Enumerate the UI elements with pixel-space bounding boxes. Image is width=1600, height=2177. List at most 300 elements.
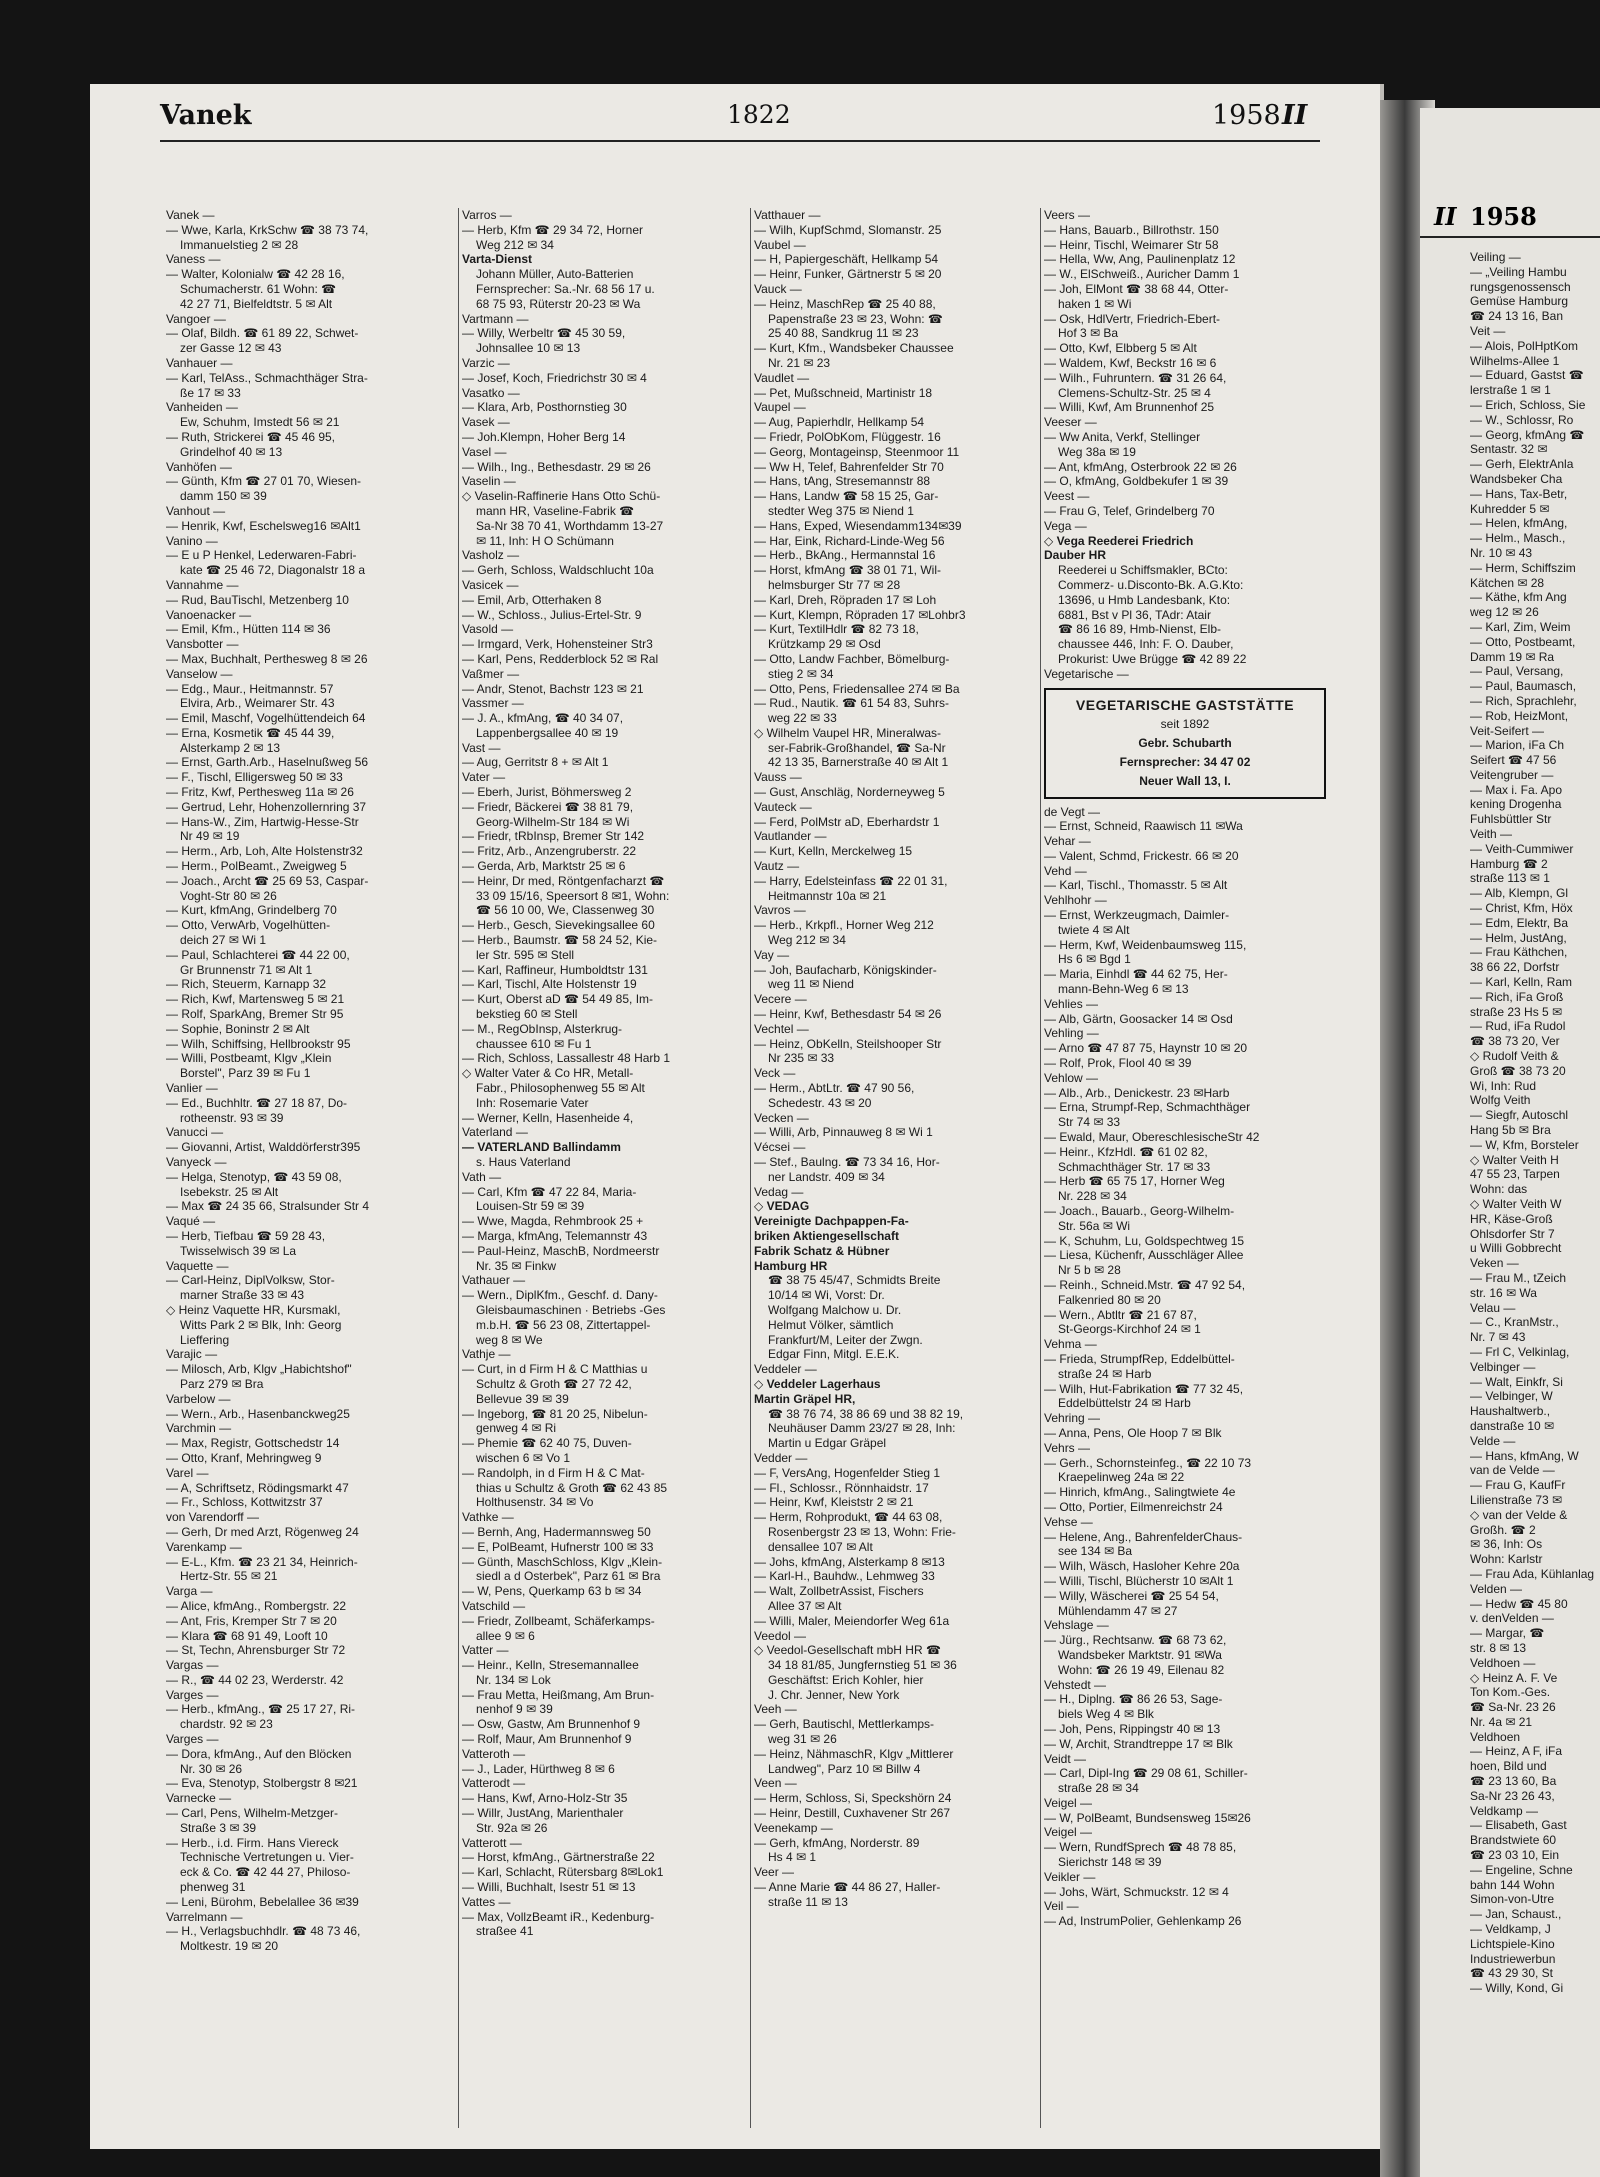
listing-entry-continued: 42 13 35, Barnerstraße 40 ✉ Alt 1 bbox=[768, 755, 949, 770]
listing-entry-continued: Allee 37 ✉ Alt bbox=[768, 1598, 842, 1613]
listing-entry: Kuhredder 5 ✉ bbox=[1470, 501, 1550, 516]
listing-entry: — Helene, Ang., BahrenfelderChaus- bbox=[1044, 1529, 1243, 1544]
listing-entry: Wohn: Karlstr bbox=[1470, 1552, 1543, 1567]
listing-entry: ☎ 38 73 20, Ver bbox=[1470, 1034, 1560, 1049]
listing-entry-continued: Nr. 134 ✉ Lok bbox=[476, 1672, 551, 1687]
listing-entry: — Hinrich, kfmAng., Salingtwiete 4e bbox=[1044, 1485, 1236, 1500]
listing-entry: — Helga, Stenotyp, ☎ 43 59 08, bbox=[166, 1169, 342, 1184]
listing-entry: — Giovanni, Artist, Walddörferstr395 bbox=[166, 1140, 361, 1155]
listing-entry: — Karl, Tischl., Thomasstr. 5 ✉ Alt bbox=[1044, 878, 1228, 893]
listing-entry: — Rud., Nautik. ☎ 61 54 83, Suhrs- bbox=[754, 696, 950, 711]
listing-entry-continued: weg 8 ✉ We bbox=[476, 1332, 543, 1347]
listing-entry: — Otto, Landw Fachber, Bömelburg- bbox=[754, 651, 950, 666]
listing-entry-continued: 68 75 93, Rüterstr 20-23 ✉ Wa bbox=[476, 296, 641, 311]
surname-heading: Vehrs — bbox=[1044, 1440, 1091, 1455]
surname-heading: Varrelmann — bbox=[166, 1909, 243, 1924]
listing-entry: — Gerh., Schornsteinfeg., ☎ 22 10 73 bbox=[1044, 1455, 1252, 1470]
listing-entry: u Willi Gobbrecht bbox=[1470, 1241, 1562, 1256]
listing-entry-bold: Fabrik Schatz & Hübner bbox=[754, 1243, 890, 1258]
listing-entry-continued: stedter Weg 375 ✉ Niend 1 bbox=[768, 503, 914, 518]
surname-heading: Vanhöfen — bbox=[166, 459, 232, 474]
listing-entry: Wohn: das bbox=[1470, 1182, 1528, 1197]
listing-entry: — Wilh, Wäsch, Hasloher Kehre 20a bbox=[1044, 1559, 1240, 1574]
listing-entry: — Frieda, StrumpfRep, Eddelbüttel- bbox=[1044, 1351, 1235, 1366]
listing-entry: Veldhoen bbox=[1470, 1729, 1521, 1744]
listing-entry-continued: straßee 41 bbox=[476, 1924, 534, 1939]
listing-entry: — Wwe, Magda, Rehmbrook 25 + bbox=[462, 1214, 644, 1229]
listing-entry: — Georg, kfmAng ☎ bbox=[1470, 427, 1585, 442]
listing-entry: lerstraße 1 ✉ 1 bbox=[1470, 383, 1551, 398]
listing-entry: Veldhoen — bbox=[1470, 1655, 1536, 1670]
listing-entry-continued: see 134 ✉ Ba bbox=[1058, 1544, 1133, 1559]
listing-entry: — Ferd, PolMstr aD, Eberhardstr 1 bbox=[754, 814, 940, 829]
listing-entry: — Henrik, Kwf, Eschelsweg16 ✉Alt1 bbox=[166, 518, 361, 533]
surname-heading: Veil — bbox=[1044, 1899, 1079, 1914]
listing-entry-continued: Weg 212 ✉ 34 bbox=[768, 933, 846, 948]
listing-entry: — Willi, Postbeamt, Klgv „Klein bbox=[166, 1051, 332, 1066]
listing-entry: — Willr, JustAng, Marienthaler bbox=[462, 1806, 624, 1821]
surname-heading: Vécsei — bbox=[754, 1140, 806, 1155]
listing-entry: — Walt, ZollbetrAssist, Fischers bbox=[754, 1584, 924, 1599]
listing-entry-continued: ☎ 38 76 74, 38 86 69 und 38 82 19, bbox=[768, 1406, 964, 1421]
listing-entry-continued: Schedestr. 43 ✉ 20 bbox=[768, 1095, 872, 1110]
listing-entry: Ton Kom.-Ges. bbox=[1470, 1685, 1551, 1700]
surname-heading: Vauck — bbox=[754, 281, 802, 296]
listing-entry-continued: Hof 3 ✉ Ba bbox=[1058, 326, 1119, 341]
surname-heading: Vaupel — bbox=[754, 400, 806, 415]
column-divider bbox=[458, 208, 459, 2128]
listing-entry-continued: Geschäftst: Erich Kohler, hier bbox=[768, 1672, 924, 1687]
listing-entry: — Willi, Kwf, Am Brunnenhof 25 bbox=[1044, 400, 1215, 415]
listing-entry: — E u P Henkel, Lederwaren-Fabri- bbox=[166, 548, 357, 563]
listing-entry: Veken — bbox=[1470, 1256, 1519, 1271]
listing-entry: ☎ 43 29 30, St bbox=[1470, 1966, 1553, 1981]
listing-entry: — Frau M., tZeich bbox=[1470, 1270, 1567, 1285]
surname-heading: Varga — bbox=[166, 1584, 213, 1599]
listing-entry: — Herm., PolBeamt., Zweigweg 5 bbox=[166, 859, 347, 874]
listing-entry: — Otto, Kwf, Elbberg 5 ✉ Alt bbox=[1044, 341, 1197, 356]
surname-heading: Vehd — bbox=[1044, 863, 1087, 878]
surname-heading: Veedol — bbox=[754, 1628, 807, 1643]
listing-entry: 47 55 23, Tarpen bbox=[1470, 1167, 1560, 1182]
surname-heading: Vanhauer — bbox=[166, 355, 233, 370]
listing-entry: — Herb., i.d. Firm. Hans Viereck bbox=[166, 1835, 339, 1850]
listing-entry: — Joh, Pens, Rippingstr 40 ✉ 13 bbox=[1044, 1721, 1221, 1736]
listing-entry: str. 8 ✉ 13 bbox=[1470, 1640, 1527, 1655]
listing-entry: — Karl, Tischl, Alte Holstenstr 19 bbox=[462, 977, 637, 992]
listing-entry-continued: Krützkamp 29 ✉ Osd bbox=[768, 637, 881, 652]
listing-entry: — Osk, HdlVertr, Friedrich-Ebert- bbox=[1044, 311, 1221, 326]
surname-heading: Vaqué — bbox=[166, 1214, 216, 1229]
surname-heading: Vegetarische — bbox=[1044, 666, 1129, 681]
listing-entry: ◇ Walter Veith H bbox=[1470, 1152, 1559, 1167]
listing-entry: — Herb., kfmAng., ☎ 25 17 27, Ri- bbox=[166, 1702, 356, 1717]
listing-entry: — Kurt, TextilHdlr ☎ 82 73 18, bbox=[754, 622, 919, 637]
listing-entry: — Heinr., Kelln, Stresemannallee bbox=[462, 1658, 639, 1673]
surname-heading: Vehring — bbox=[1044, 1411, 1101, 1426]
listing-entry: Simon-von-Utre bbox=[1470, 1892, 1555, 1907]
listing-entry-bold: Dauber HR bbox=[1044, 548, 1107, 563]
listing-entry: Industriewerbun bbox=[1470, 1951, 1556, 1966]
listing-entry: — Marga, kfmAng, Telemannstr 43 bbox=[462, 1228, 648, 1243]
listing-entry-continued: Louisen-Str 59 ✉ 39 bbox=[476, 1199, 585, 1214]
listing-entry: straße 23 Hs 5 ✉ bbox=[1470, 1004, 1563, 1019]
listing-entry-continued: mann HR, Vaseline-Fabrik ☎ bbox=[476, 503, 635, 518]
listing-entry: ◇ Walter Vater & Co HR, Metall- bbox=[462, 1066, 634, 1081]
listing-entry: — Emil, Arb, Otterhaken 8 bbox=[462, 592, 602, 607]
listing-entry: — Reinh., Schneid.Mstr. ☎ 47 92 54, bbox=[1044, 1278, 1246, 1292]
listing-entry: — Carl-Heinz, DiplVolksw, Stor- bbox=[166, 1273, 335, 1288]
listing-entry-continued: eck & Co. ☎ 42 44 27, Philoso- bbox=[180, 1865, 351, 1880]
surname-heading: Vatteroth — bbox=[462, 1746, 526, 1761]
surname-heading: Varges — bbox=[166, 1687, 219, 1702]
listing-entry: — Max, Registr, Gottschedstr 14 bbox=[166, 1436, 340, 1451]
surname-heading: Veer — bbox=[754, 1865, 795, 1880]
right-year: 1958 bbox=[1470, 202, 1537, 231]
surname-heading: Vanselow — bbox=[166, 666, 233, 681]
listing-entry: v. denVelden — bbox=[1470, 1611, 1554, 1626]
listing-entry-continued: Prokurist: Uwe Brügge ☎ 42 89 22 bbox=[1058, 651, 1247, 666]
listing-entry: — Rob, HeizMont, bbox=[1470, 708, 1569, 723]
listing-entry: — Karl, Raffineur, Humboldtstr 131 bbox=[462, 962, 648, 977]
listing-entry-continued: Nr. 30 ✉ 26 bbox=[180, 1761, 243, 1776]
listing-entry: — Heinr., KfzHdl. ☎ 61 02 82, bbox=[1044, 1144, 1208, 1159]
listing-entry-continued: Wandsbeker Marktstr. 91 ✉Wa bbox=[1058, 1647, 1222, 1662]
listing-entry: — Liesa, Küchenfr, Ausschläger Allee bbox=[1044, 1248, 1244, 1263]
listing-entry: — Johs, kfmAng, Alsterkamp 8 ✉13 bbox=[754, 1554, 945, 1569]
listing-entry-continued: ☎ 56 10 00, We, Classenweg 30 bbox=[476, 903, 655, 918]
listing-entry: — Werner, Kelln, Hasenheide 4, bbox=[462, 1110, 634, 1125]
surname-heading: Vehlies — bbox=[1044, 996, 1099, 1011]
listing-entry: — H., Diplng. ☎ 86 26 53, Sage- bbox=[1044, 1692, 1223, 1707]
surname-heading: Vaudlet — bbox=[754, 370, 810, 385]
page-number: 1822 bbox=[727, 100, 791, 129]
listing-entry: — Erich, Schloss, Sie bbox=[1470, 397, 1586, 412]
listing-entry: — Osw, Gastw, Am Brunnenhof 9 bbox=[462, 1717, 641, 1732]
listing-entry: — Paul, Schlachterei ☎ 44 22 00, bbox=[166, 947, 350, 962]
listing-entry: — Alb, Klempn, Gl bbox=[1470, 886, 1569, 901]
listing-entry-continued: Johann Müller, Auto-Batterien bbox=[476, 267, 634, 282]
listing-entry: — Aug, Papierhdlr, Hellkamp 54 bbox=[754, 415, 925, 430]
surname-heading: Vautlander — bbox=[754, 829, 827, 844]
listing-entry: ◇ Vaselin-Raffinerie Hans Otto Schü- bbox=[462, 489, 661, 504]
listing-entry: — Hans-W., Zim, Hartwig-Hesse-Str bbox=[166, 814, 359, 829]
listing-entry: — Joach., Archt ☎ 25 69 53, Caspar- bbox=[166, 873, 369, 888]
listing-entry: — „Veiling Hambu bbox=[1470, 264, 1567, 279]
listing-entry-continued: Wohn: ☎ 26 19 49, Eilenau 82 bbox=[1058, 1662, 1225, 1677]
listing-entry: — Heinz, ObKelln, Steilshooper Str bbox=[754, 1036, 942, 1051]
listing-entry: — Helm, JustAng, bbox=[1470, 930, 1567, 945]
surname-heading: Vaquette — bbox=[166, 1258, 229, 1273]
listing-entry-continued: m.b.H. ☎ 56 23 08, Zittertappel- bbox=[476, 1317, 651, 1332]
listing-entry: — Karl, TelAss., Schmachthäger Stra- bbox=[166, 370, 368, 385]
listing-entry-continued: zer Gasse 12 ✉ 43 bbox=[180, 341, 282, 356]
listing-entry-continued: 42 27 71, Bielfeldtstr. 5 ✉ Alt bbox=[180, 296, 333, 311]
listing-entry: — Horst, kfmAng ☎ 38 01 71, Wil- bbox=[754, 563, 942, 578]
surname-heading: Varel — bbox=[166, 1465, 209, 1480]
listing-entry: — Erna, Strumpf-Rep, Schmachthäger bbox=[1044, 1100, 1251, 1115]
listing-entry: — Herm., Arb, Loh, Alte Holstenstr32 bbox=[166, 844, 363, 859]
listing-entry: Nr. 10 ✉ 43 bbox=[1470, 545, 1533, 560]
listing-entry: — Har, Eink, Richard-Linde-Weg 56 bbox=[754, 533, 945, 548]
surname-heading: Vanyeck — bbox=[166, 1155, 227, 1169]
listing-entry-continued: straße 11 ✉ 13 bbox=[768, 1894, 848, 1909]
listing-entry-continued: Reederei u Schiffsmakler, BCto: bbox=[1058, 563, 1228, 578]
ad-owner: Gebr. Schubarth bbox=[1138, 735, 1232, 750]
listing-entry-continued: Ew, Schuhm, Imstedt 56 ✉ 21 bbox=[180, 415, 340, 430]
surname-heading: Vasek — bbox=[462, 415, 510, 430]
listing-entry: — Ad, InstrumPolier, Gehlenkamp 26 bbox=[1044, 1914, 1242, 1929]
listing-entry-continued: Bellevue 39 ✉ 39 bbox=[476, 1391, 569, 1406]
listing-entry: Hang 5b ✉ Bra bbox=[1470, 1123, 1551, 1138]
listing-entry-continued: Weg 38a ✉ 19 bbox=[1058, 444, 1136, 459]
surname-heading: de Vegt — bbox=[1044, 804, 1101, 819]
listing-entry-continued: Gleisbaumaschinen · Betriebs -Ges bbox=[476, 1302, 666, 1317]
surname-heading: Vatterodt — bbox=[462, 1776, 526, 1791]
listing-entry: — Fr., Schloss, Kottwitzstr 37 bbox=[166, 1495, 323, 1510]
listing-entry: — Andr, Stenot, Bachstr 123 ✉ 21 bbox=[462, 681, 644, 696]
listing-entry: Wolfg Veith bbox=[1470, 1093, 1531, 1108]
listing-entry-continued: Wolfgang Malchow u. Dr. bbox=[768, 1302, 902, 1317]
listing-entry-continued: Hertz-Str. 55 ✉ 21 bbox=[180, 1569, 278, 1584]
listing-entry: — Willy, Wäscherei ☎ 25 54 54, bbox=[1044, 1588, 1219, 1603]
listing-entry: Lichtspiele-Kino bbox=[1470, 1936, 1555, 1951]
listing-entry: — Hans, Landw ☎ 58 15 25, Gar- bbox=[754, 489, 939, 504]
surname-heading: Vaselin — bbox=[462, 474, 516, 489]
listing-entry-continued: marner Straße 33 ✉ 43 bbox=[180, 1288, 305, 1303]
listing-entry-continued: Neuhäuser Damm 23/27 ✉ 28, Inh: bbox=[768, 1421, 956, 1436]
listing-entry: — Herm, Rohprodukt, ☎ 44 63 08, bbox=[754, 1510, 943, 1525]
surname-heading: Vecere — bbox=[754, 992, 807, 1007]
listing-entry-continued: Rosenbergstr 23 ✉ 13, Wohn: Frie- bbox=[768, 1524, 956, 1539]
listing-entry: — Heinz, MaschRep ☎ 25 40 88, bbox=[754, 296, 936, 311]
listing-entry: — Frl C, Velkinlag, bbox=[1470, 1344, 1570, 1359]
listing-entry-continued: Hs 4 ✉ 1 bbox=[768, 1850, 817, 1865]
listing-entry: — Joh, ElMont ☎ 38 68 44, Otter- bbox=[1044, 281, 1229, 296]
listing-entry: — W., Schloss., Julius-Ertel-Str. 9 bbox=[462, 607, 642, 622]
listing-entry-continued: Parz 279 ✉ Bra bbox=[180, 1376, 264, 1391]
listing-entry-continued: siedl a d Osterbek", Parz 61 ✉ Bra bbox=[476, 1569, 661, 1584]
right-column bbox=[1470, 250, 1594, 1996]
listing-entry-bold: Varta-Dienst bbox=[462, 252, 533, 267]
listing-entry-continued: rotheenstr. 93 ✉ 39 bbox=[180, 1110, 284, 1125]
listing-entry: — Randolph, in d Firm H & C Mat- bbox=[462, 1465, 645, 1480]
listing-entry-continued: Gr Brunnenstr 71 ✉ Alt 1 bbox=[180, 962, 313, 977]
listing-entry: ◇ Rudolf Veith & bbox=[1470, 1049, 1559, 1064]
listing-entry: ☎ Sa-Nr. 23 26 bbox=[1470, 1700, 1556, 1715]
listing-entry: — Gerh, kfmAng, Norderstr. 89 bbox=[754, 1835, 920, 1850]
listing-entry-continued: wischen 6 ✉ Vo 1 bbox=[476, 1450, 571, 1465]
listing-entry-continued: straße 24 ✉ Harb bbox=[1058, 1366, 1152, 1381]
listing-entry: — W, Pens, Querkamp 63 b ✉ 34 bbox=[462, 1584, 642, 1599]
surname-heading: Vasold — bbox=[462, 622, 514, 637]
listing-entry: — Willi, Tischl, Blücherstr 10 ✉Alt 1 bbox=[1044, 1573, 1234, 1588]
listing-entry: — Olaf, Bildh. ☎ 61 89 22, Schwet- bbox=[166, 326, 359, 341]
surname-heading: Varbelow — bbox=[166, 1391, 231, 1406]
surname-heading: Vargas — bbox=[166, 1658, 219, 1673]
listing-entry: — Paul-Heinz, MaschB, Nordmeerstr bbox=[462, 1243, 660, 1258]
listing-entry: — Rolf, Maur, Am Brunnenhof 9 bbox=[462, 1732, 632, 1747]
listing-entry: — Rich, iFa Groß bbox=[1470, 989, 1564, 1004]
listing-entry: — Gertrud, Lehr, Hohenzollernring 37 bbox=[166, 799, 367, 814]
listing-entry-continued: Landweg", Parz 10 ✉ Billw 4 bbox=[768, 1761, 921, 1776]
listing-entry-continued: Nr 235 ✉ 33 bbox=[768, 1051, 835, 1066]
listing-entry: straße 113 ✉ 1 bbox=[1470, 871, 1550, 886]
listing-entry: Brandstwiete 60 bbox=[1470, 1833, 1557, 1848]
listing-entry: Velau — bbox=[1470, 1300, 1516, 1315]
listing-entry: ✉ 36, Inh: Os bbox=[1470, 1537, 1543, 1552]
listing-entry: — W, Archit, Strandtreppe 17 ✉ Blk bbox=[1044, 1736, 1233, 1751]
surname-heading: Vatthauer — bbox=[754, 208, 821, 222]
listing-entry: — Karl-H., Bauhdw., Lehmweg 33 bbox=[754, 1569, 935, 1584]
listing-entry-continued: straße 28 ✉ 34 bbox=[1058, 1781, 1139, 1796]
listing-entry: — Alice, kfmAng., Rombergstr. 22 bbox=[166, 1598, 347, 1613]
listing-entry-continued: ☎ 86 16 89, Hmb-Nienst, Elb- bbox=[1058, 622, 1222, 637]
listing-entry: Seifert ☎ 47 56 bbox=[1470, 753, 1557, 768]
listing-entry-continued: weg 31 ✉ 26 bbox=[768, 1732, 837, 1747]
listing-entry-continued: Weg 212 ✉ 34 bbox=[476, 237, 554, 252]
listing-entry-bold: Martin Gräpel HR, bbox=[754, 1391, 856, 1406]
listing-entry: — Gerh, Schloss, Waldschlucht 10a bbox=[462, 563, 654, 578]
running-head-year: 1958 bbox=[1212, 100, 1281, 131]
listing-entry: — Velbinger, W bbox=[1470, 1389, 1553, 1404]
surname-heading: Vay — bbox=[754, 947, 790, 962]
surname-heading: Veeser — bbox=[1044, 415, 1097, 430]
listing-entry: — Herb, Kfm ☎ 29 34 72, Horner bbox=[462, 222, 644, 237]
listing-column-1 bbox=[166, 208, 454, 1954]
listing-entry: — Hella, Ww, Ang, Paulinenplatz 12 bbox=[1044, 252, 1236, 267]
surname-heading: Varajic — bbox=[166, 1347, 218, 1362]
listing-entry-continued: Mühlendamm 47 ✉ 27 bbox=[1058, 1603, 1178, 1618]
listing-entry: — Frau Ada, Kühlanlag bbox=[1470, 1566, 1595, 1581]
listing-entry: — Herb., Gesch, Sievekingsallee 60 bbox=[462, 918, 655, 933]
listing-entry: Wandsbeker Cha bbox=[1470, 471, 1563, 486]
surname-heading: Vassmer — bbox=[462, 696, 524, 711]
surname-heading: Vater — bbox=[462, 770, 506, 785]
listing-entry: — Hans, Exped, Wiesendamm134✉39 bbox=[754, 518, 962, 533]
listing-entry: — Elisabeth, Gast bbox=[1470, 1818, 1567, 1833]
surname-heading: Veck — bbox=[754, 1066, 796, 1081]
listing-entry: — M., RegObInsp, Alsterkrug- bbox=[462, 1021, 623, 1036]
surname-heading: Vanhout — bbox=[166, 503, 226, 518]
listing-entry: Velden — bbox=[1470, 1581, 1523, 1596]
listing-entry: — Kurt, kfmAng, Grindelberg 70 bbox=[166, 903, 337, 918]
listing-entry: — Klara ☎ 68 91 49, Looft 10 bbox=[166, 1628, 328, 1643]
listing-entry: — Rolf, SparkAng, Bremer Str 95 bbox=[166, 1007, 344, 1022]
listing-entry-continued: 25 40 88, Sandkrug 11 ✉ 23 bbox=[768, 326, 919, 341]
surname-heading: Vatterott — bbox=[462, 1835, 522, 1850]
right-volume: II bbox=[1434, 202, 1457, 231]
surname-heading: Vehling — bbox=[1044, 1026, 1099, 1041]
listing-entry-bold: Vereinigte Dachpappen-Fa- bbox=[754, 1214, 909, 1229]
listing-entry: — Herm, Kwf, Weidenbaumsweg 115, bbox=[1044, 937, 1247, 952]
listing-entry: — Gerda, Arb, Marktstr 25 ✉ 6 bbox=[462, 859, 626, 874]
listing-entry: ◇ Heinz A. F. Ve bbox=[1470, 1670, 1558, 1685]
listing-entry-continued: Johnsallee 10 ✉ 13 bbox=[476, 341, 581, 356]
listing-entry: ☎ 23 03 10, Ein bbox=[1470, 1848, 1560, 1863]
listing-entry-continued: Straße 3 ✉ 39 bbox=[180, 1820, 257, 1835]
listing-entry-continued: 13696, u Hmb Landesbank, Kto: bbox=[1058, 592, 1231, 607]
listing-entry-continued: Sa-Nr 38 70 41, Worthdamm 13-27 bbox=[476, 518, 664, 533]
listing-entry: — Eduard, Gastst ☎ bbox=[1470, 368, 1584, 383]
surname-heading: Veigel — bbox=[1044, 1795, 1093, 1810]
listing-entry: — Ernst, Schneid, Raawisch 11 ✉Wa bbox=[1044, 819, 1243, 834]
listing-entry-continued: Moltkestr. 19 ✉ 20 bbox=[180, 1939, 279, 1954]
listing-entry-continued: Edgar Finn, Mitgl. E.E.K. bbox=[768, 1347, 900, 1362]
listing-entry: — Heinr, Dr med, Röntgenfacharzt ☎ bbox=[462, 873, 665, 888]
listing-entry: — Rolf, Prok, Flool 40 ✉ 39 bbox=[1044, 1056, 1192, 1071]
surname-heading: Veikler — bbox=[1044, 1869, 1096, 1884]
listing-entry: — Karl, Dreh, Röpraden 17 ✉ Loh bbox=[754, 592, 937, 607]
listing-entry: Veith — bbox=[1470, 827, 1513, 842]
listing-entry: — Heinz, NähmaschR, Klgv „Mittlerer bbox=[754, 1746, 954, 1761]
listing-entry: weg 12 ✉ 26 bbox=[1470, 605, 1539, 620]
listing-entry: — Max, VollzBeamt iR., Kedenburg- bbox=[462, 1909, 655, 1924]
directory-page-right bbox=[1420, 108, 1600, 2177]
listing-entry-continued: Holthusenstr. 34 ✉ Vo bbox=[476, 1495, 594, 1510]
listing-entry: — Gerh, Bautischl, Mettlerkamps- bbox=[754, 1717, 935, 1732]
ad-since: seit 1892 bbox=[1160, 716, 1210, 731]
listing-entry: — Hans, tAng, Stresemannstr 88 bbox=[754, 474, 931, 489]
column-divider bbox=[1040, 208, 1041, 2128]
surname-heading: Vast — bbox=[462, 740, 501, 755]
listing-entry: — Christ, Kfm, Höx bbox=[1470, 901, 1573, 916]
listing-entry-continued: St-Georgs-Kirchhof 24 ✉ 1 bbox=[1058, 1322, 1201, 1337]
listing-entry: Veit-Seifert — bbox=[1470, 723, 1545, 738]
listing-entry: — Joh.Klempn, Hoher Berg 14 bbox=[462, 429, 626, 444]
listing-entry: — Willy, Werbeltr ☎ 45 30 59, bbox=[462, 326, 626, 341]
listing-entry: — Willi, Arb, Pinnauweg 8 ✉ Wi 1 bbox=[754, 1125, 933, 1140]
listing-entry: — W, PolBeamt, Bundsensweg 15✉26 bbox=[1044, 1810, 1251, 1825]
listing-column-3 bbox=[754, 208, 1036, 1910]
listing-entry: — Wilh, Schiffsing, Hellbrookstr 95 bbox=[166, 1036, 351, 1051]
listing-entry-continued: mann-Behn-Weg 6 ✉ 13 bbox=[1058, 982, 1189, 997]
surname-heading: Varchmin — bbox=[166, 1421, 232, 1436]
listing-entry-continued: Fernsprecher: Sa.-Nr. 68 56 17 u. bbox=[476, 281, 655, 296]
surname-heading: Vedag — bbox=[754, 1184, 804, 1199]
listing-entry: — Paul, Versang, bbox=[1470, 664, 1564, 679]
listing-entry-continued: Lappenbergsallee 40 ✉ 19 bbox=[476, 725, 619, 740]
listing-entry: — Ww H, Telef, Bahrenfelder Str 70 bbox=[754, 459, 944, 474]
listing-entry-continued: Technische Vertretungen u. Vier- bbox=[180, 1850, 354, 1865]
listing-entry: — Anne Marie ☎ 44 86 27, Haller- bbox=[754, 1880, 941, 1895]
listing-entry: — Gust, Anschläg, Norderneyweg 5 bbox=[754, 785, 945, 800]
vegetarian-restaurant-ad bbox=[1044, 688, 1326, 799]
listing-entry: bahn 144 Wohn bbox=[1470, 1877, 1555, 1892]
listing-entry-continued: weg 22 ✉ 33 bbox=[768, 711, 837, 726]
listing-entry: — Horst, kfmAng., Gärtnerstraße 22 bbox=[462, 1850, 655, 1865]
surname-heading: Vanlier — bbox=[166, 1081, 218, 1096]
listing-entry: — Kurt, Kfm., Wandsbeker Chaussee bbox=[754, 341, 954, 356]
listing-entry: — Willi, Maler, Meiendorfer Weg 61a bbox=[754, 1613, 950, 1628]
listing-entry: ◇ Veedol-Gesellschaft mbH HR ☎ bbox=[754, 1643, 941, 1658]
listing-entry: — Edg., Maur., Heitmannstr. 57 bbox=[166, 681, 334, 696]
listing-entry: Sentastr. 32 ✉ bbox=[1470, 442, 1548, 457]
listing-entry: — Wilh., Ing., Bethesdastr. 29 ✉ 26 bbox=[462, 459, 651, 474]
listing-entry: — Friedr, Zollbeamt, Schäferkamps- bbox=[462, 1613, 655, 1628]
listing-entry: — Frau Metta, Heißmang, Am Brun- bbox=[462, 1687, 655, 1702]
listing-entry: — Veith-Cummiwer bbox=[1470, 841, 1574, 856]
listing-entry-continued: ler Str. 595 ✉ Stell bbox=[476, 947, 575, 962]
surname-heading: Vathke — bbox=[462, 1510, 514, 1525]
listing-entry: — Emil, Kfm., Hütten 114 ✉ 36 bbox=[166, 622, 331, 637]
listing-entry-bold: — VATERLAND Ballindamm bbox=[462, 1140, 621, 1155]
listing-entry: — Frau G, Telef, Grindelberg 70 bbox=[1044, 503, 1215, 518]
listing-entry: — Wern., Abtltr ☎ 21 67 87, bbox=[1044, 1307, 1197, 1322]
listing-entry: — Heinr, Destill, Cuxhavener Str 267 bbox=[754, 1806, 951, 1821]
listing-entry: — Eva, Stenotyp, Stolbergstr 8 ✉21 bbox=[166, 1776, 358, 1791]
listing-entry: — Max, Buchhalt, Perthesweg 8 ✉ 26 bbox=[166, 651, 368, 666]
